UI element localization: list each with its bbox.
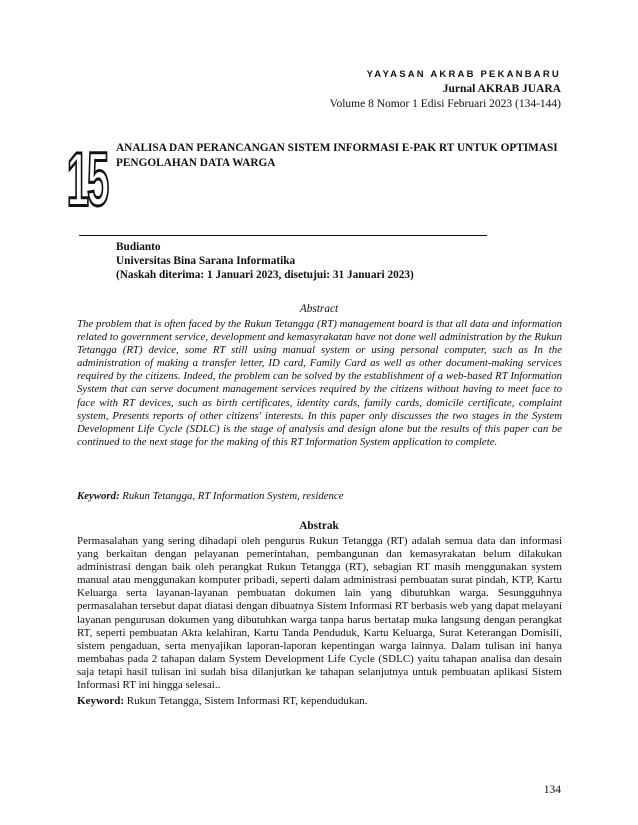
author-name: Budianto bbox=[116, 241, 161, 253]
keywords-id-text: Rukun Tetangga, Sistem Informasi RT, kependudukan. bbox=[124, 695, 368, 707]
article-number: 15 bbox=[66, 138, 108, 222]
volume-info: Volume 8 Nomor 1 Edisi Februari 2023 (134-144) bbox=[329, 98, 561, 110]
abstract-id-heading: Abstrak bbox=[299, 520, 339, 532]
keywords-id-label: Keyword: bbox=[77, 695, 125, 707]
abstract-en-body: The problem that is often faced by the Rukun Tetangga (RT) management board is that all data and information related to government service, development and kemasyrakatan have not done well administration by the Rukun Tetangga (RT) device, some RT still using manual system or using personal computer, such as In the administration of making a transfer letter, ID card, Family Card as well as other document-making services required by the citizens. Indeed, the problem can be solved by the establishment of a web-based RT Information System that can serve document management services required by the citizens without having to meet face to face with RT devices, such as birth certificates, identity cards, family cards, domicile certificate, complaint system, Presents reports of other citizens' interests. In this paper only discusses the two stages in the System Development Life Cycle (SDLC) is the stage of analysis and design alone but the results of this paper can be continued to the next stage for the making of this RT Information System application to complete. bbox=[77, 318, 562, 448]
submission-dates: (Naskah diterima: 1 Januari 2023, disetujui: 31 Januari 2023) bbox=[116, 269, 414, 281]
author-block bbox=[116, 240, 414, 282]
publisher-name: YAYASAN AKRAB PEKANBARU bbox=[366, 69, 561, 80]
journal-header bbox=[330, 67, 561, 112]
article-title: ANALISA DAN PERANCANGAN SISTEM INFORMASI E-PAK RT UNTUK OPTIMASI PENGOLAHAN DATA WARGA bbox=[116, 142, 558, 169]
article-number-box bbox=[68, 140, 106, 222]
abstract-en-heading: Abstract bbox=[299, 303, 339, 315]
keywords-en-label: Keyword: bbox=[77, 490, 120, 502]
keywords-en-text: Rukun Tetangga, RT Information System, residence bbox=[119, 490, 344, 502]
author-affiliation: Universitas Bina Sarana Informatika bbox=[116, 255, 296, 267]
page-number: 134 bbox=[543, 784, 561, 796]
title-divider bbox=[79, 235, 487, 236]
abstract-id-body: Permasalahan yang sering dihadapi oleh pengurus Rukun Tetangga (RT) adalah semua data dan informasi yang berkaitan dengan pelayanan pemerintahan, pembangunan dan kemasyrakatan belum dilakukan administrasi dengan baik oleh perangkat Rukun Tetangga (RT), sebagian RT masih menggunakan system manual atau menggunakan komputer pribadi, seperti dalam administrasi pembuatan surat pindah, KTP, Kartu Keluarga serta layanan-layanan pembuatan dokumen lain yang dibutuhkan warga. Sesungguhnya permasalahan tersebut dapat diatasi dengan dibuatnya Sistem Informasi RT berbasis web yang dapat melayani layanan pengurusan dokumen yang dibutuhkan warga tanpa harus bertatap muka langsung dengan perangkat RT, seperti pembuatan Akta kelahiran, Kartu Tanda Penduduk, Kartu Keluarga, Surat Keterangan Domisili, sistem pengaduan, serta menyajikan laporan-laporan kepentingan warga lainnya. Dalam tulisan ini hanya membahas pada 2 tahapan dalam System Development Life Cycle (SDLC) yaitu tahapan analisa dan desain saja tetapi hasil tulisan ini sudah bisa dilanjutkan ke tahapan selanjutnya untuk pembuatan aplikasi Sistem Informasi RT ini hingga selesai.. bbox=[77, 535, 562, 692]
keywords-id bbox=[77, 695, 368, 707]
keywords-en bbox=[77, 490, 344, 502]
journal-name: Jurnal AKRAB JUARA bbox=[442, 83, 561, 95]
